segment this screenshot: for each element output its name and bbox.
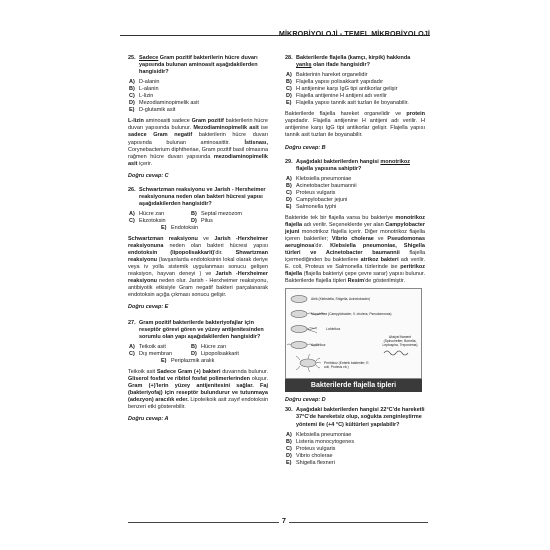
option[interactable] bbox=[129, 93, 268, 100]
expl-text: Bakterilerde flajella hareket organelidir ve bbox=[285, 111, 407, 118]
header-title: MİKROBİYOLOJİ - TEMEL MİKROBİYOLOJİ bbox=[278, 29, 430, 38]
option[interactable] bbox=[286, 72, 425, 79]
expl-text: monotrikoz flajella içerir. Diğer monotrikoz flajella içeren bakteriler; bbox=[285, 228, 425, 243]
option-text: Bakterinin hareket organelidir bbox=[296, 72, 368, 79]
expl-text: adı verilir. Seçeneklerde yer alan bbox=[302, 221, 386, 228]
option[interactable] bbox=[286, 446, 425, 453]
expl-bold: Resim bbox=[347, 278, 365, 285]
label-amfi: Amfitrikoz bbox=[311, 343, 326, 348]
option[interactable] bbox=[286, 439, 425, 446]
expl-bold: monotrikoz flajella bbox=[285, 214, 425, 228]
option[interactable] bbox=[191, 344, 268, 351]
option-letter: A) bbox=[129, 210, 135, 217]
expl-bold: Sadece Gram (+) bakteri bbox=[156, 368, 221, 375]
expl-text: yapıdadır. Flajella antijenine H antijeni adı verilir. H antijenine karşı IgG tipi antikorlar gelişir. Flajella yapısı tannik asit tuzları ile boyanabilir. bbox=[285, 118, 425, 139]
expl-bold: Gram (+)'lerin yüzey antijenitesini sağlar. Faj (bakteriyofaj) için reseptör bulundurur ve tutunmaya (adezyon) aracılık eder. bbox=[128, 382, 268, 403]
option-text: Klebsiella pneumoniae bbox=[296, 175, 352, 182]
option-text: Teikoik asit bbox=[139, 343, 166, 350]
page-number: 7 bbox=[279, 516, 289, 528]
expl-text: Lipoteikoik asit zayıf endotoksin benzeri etki gösterebilir. bbox=[128, 396, 268, 411]
question-text-post: flajella yapısına sahiptir? bbox=[296, 165, 362, 172]
option[interactable] bbox=[191, 351, 268, 358]
expl-bold: endotoksin (lipopolisakkarit) bbox=[128, 250, 215, 257]
expl-text: Corynebacterium diphtheriae, Gram pozitif basil olmasına rağmen hücre duvarı yapısında bbox=[128, 146, 269, 160]
expl-text: bakterilerin hücre duvarı yapısında bulunan aminoasittir. bbox=[128, 132, 268, 146]
answer-26: Doğru cevap: E bbox=[128, 304, 169, 311]
options-26 bbox=[129, 211, 268, 225]
option-letter: A) bbox=[286, 431, 292, 438]
option[interactable] bbox=[286, 79, 425, 86]
question-text-post: olan ifade hangisidir? bbox=[311, 62, 370, 69]
expl-bold: mezodiaminopimelik asit bbox=[128, 153, 268, 167]
expl-bold: Klebsiella pneumoniae, Shigella türleri ve Acinetobacter baumannii bbox=[285, 243, 425, 257]
option-letter: A) bbox=[286, 175, 292, 182]
option[interactable] bbox=[191, 218, 268, 225]
footer-rule bbox=[128, 522, 428, 523]
answer-25: Doğru cevap: C bbox=[128, 172, 169, 179]
question-text: Gram pozitif bakterilerde bakteriyofajlar için reseptör görevi gören ve yüzey antijenitesinden sorumlu olan yapı aşağıdakilerden hangisidir? bbox=[139, 319, 264, 340]
option-letter: C) bbox=[286, 86, 292, 93]
expl-bold: Vibrio cholerae bbox=[331, 236, 374, 243]
option-letter: C) bbox=[129, 350, 135, 357]
explanation-29 bbox=[285, 215, 425, 285]
expl-bold: atrikoz bakteri bbox=[360, 257, 399, 264]
option-text: Ekzotoksin bbox=[139, 217, 166, 224]
underlined-word: monotrikoz bbox=[380, 158, 411, 165]
amfi-bacterium bbox=[291, 342, 307, 349]
option-letter: C) bbox=[129, 93, 135, 100]
option-letter: D) bbox=[191, 217, 197, 224]
expl-text: neden olur. Jarish - Herxheimer reaksiyonu, antibiyotik etkisiyle Gram negatif bakteri parçalanarak endotoksin açığa çıkması sonucu gelişir. bbox=[128, 278, 268, 299]
option[interactable] bbox=[286, 204, 425, 211]
option[interactable] bbox=[129, 86, 268, 93]
page-header bbox=[120, 22, 430, 36]
expl-text: adı verilir. E. coli, Proteus ve Salmonella türlerinde ise bbox=[285, 257, 425, 271]
expl-bold: sadece Gram negatif bbox=[128, 132, 193, 139]
option-letter: D) bbox=[191, 350, 197, 357]
option-text: Hücre zarı bbox=[139, 210, 165, 217]
expl-text: (flajella bakteriyi çepe çevre sarar) yapısı bulunur. Bakterilerde flajella tipleri bbox=[285, 271, 425, 285]
option-text: Periplazmik aralık bbox=[171, 357, 215, 364]
option-letter: E) bbox=[286, 459, 292, 466]
question-number: 27. bbox=[128, 319, 136, 326]
question-25 bbox=[128, 55, 268, 76]
question-text-pre: Aşağıdaki bakterilerden hangisi bbox=[296, 158, 381, 165]
option-letter: E) bbox=[286, 203, 292, 210]
option-letter: B) bbox=[286, 438, 292, 445]
option[interactable] bbox=[286, 100, 425, 107]
expl-bold: protein bbox=[406, 111, 425, 118]
option[interactable] bbox=[129, 351, 191, 358]
option-text: Septal mezozom bbox=[201, 210, 242, 217]
option[interactable] bbox=[286, 176, 425, 183]
option-text: D-glutamik asit bbox=[139, 107, 176, 114]
atrik-bacterium bbox=[291, 296, 307, 303]
option[interactable] bbox=[129, 344, 191, 351]
expl-bold: Schwartzman reaksiyonu bbox=[128, 236, 198, 243]
lofo-bacterium bbox=[291, 326, 307, 333]
expl-text: bakterilerin hücre duvarı yapısında bulunur. bbox=[128, 118, 268, 132]
option-text: Lipopolisakkarit bbox=[201, 350, 239, 357]
expl-bold: L-lizin bbox=[128, 118, 144, 125]
underlined-word: Sadece bbox=[139, 55, 159, 61]
option[interactable] bbox=[129, 218, 191, 225]
expl-bold: Gliserol fosfat ve ribitol fosfat polimerlerinden bbox=[128, 375, 251, 382]
option-letter: D) bbox=[286, 452, 292, 459]
question-30 bbox=[285, 407, 425, 428]
expl-bold: Jarish -Herxheimer reaksiyonuna bbox=[128, 236, 268, 250]
expl-text: 'de gösterilmiştir. bbox=[364, 278, 405, 285]
question-27 bbox=[128, 320, 268, 341]
underlined-word: yanlış bbox=[296, 62, 312, 69]
answer-27: Doğru cevap: A bbox=[128, 416, 169, 423]
option[interactable] bbox=[286, 190, 425, 197]
question-26 bbox=[128, 187, 268, 208]
option-text: Klebsiella pneumoniae bbox=[296, 431, 352, 438]
label-mono: Monotrikoz (Campylobacter, V. cholera, Pseudomonas) bbox=[311, 312, 392, 317]
expl-text: oluşur. bbox=[250, 375, 269, 382]
option-letter: D) bbox=[286, 93, 292, 100]
expl-bold: Gram pozitif bbox=[191, 118, 224, 125]
question-29 bbox=[285, 159, 425, 173]
label-lofo: Lofotrikoz bbox=[326, 327, 341, 332]
option[interactable] bbox=[286, 197, 425, 204]
spirochete-shape bbox=[384, 351, 408, 355]
explanation-27 bbox=[128, 369, 268, 411]
label-akso: Aksiyel flament (Spirochetler; Borrelia, Leptospira, Treponema) bbox=[382, 335, 418, 348]
option[interactable] bbox=[286, 183, 425, 190]
left-column bbox=[128, 55, 268, 423]
expl-text: içerir. bbox=[137, 160, 153, 167]
figure-caption: Bakterilerde flajella tipleri bbox=[285, 379, 422, 392]
question-text: Schwartzman reaksiyonu ve Jarish - Herxheimer reaksiyonuna neden olan bakteri hücresi yapısı aşağıdakilerden hangisidir? bbox=[139, 186, 266, 207]
option-text: Pilus bbox=[201, 217, 213, 224]
option-text: Flajella antijenine H antijeni adı verilir bbox=[296, 93, 387, 100]
mono-bacterium bbox=[291, 311, 307, 318]
expl-text: flajella içermediğinden bu bakterilere bbox=[285, 250, 426, 264]
option-letter: B) bbox=[191, 210, 197, 217]
question-number: 25. bbox=[128, 55, 136, 61]
answer-29: Doğru cevap: D bbox=[285, 397, 326, 404]
option-text: D-alanin bbox=[139, 79, 160, 86]
question-text-rest: Gram pozitif bakterilerin hücre duvarı yapısında bulunan aminoasit aşağıdakilerden hangisidir? bbox=[139, 55, 258, 76]
option[interactable] bbox=[286, 93, 425, 100]
option-text: Proteus vulgaris bbox=[296, 189, 336, 196]
expl-text: 'dır. bbox=[314, 243, 331, 250]
option-letter: E) bbox=[161, 224, 167, 231]
option[interactable] bbox=[286, 460, 425, 467]
question-text bbox=[296, 159, 425, 173]
option-letter: D) bbox=[286, 196, 292, 203]
option-text: Acinetobacter baumannii bbox=[296, 182, 357, 189]
option-letter: A) bbox=[129, 79, 135, 86]
option-text: Flajella yapısı polisakkarit yapıdadır bbox=[296, 79, 384, 86]
option[interactable] bbox=[129, 100, 268, 107]
question-text bbox=[139, 55, 268, 76]
expl-text: Teikoik asit bbox=[128, 368, 157, 375]
option-text: Flajella yapısı tannik asit tuzları ile boyanabilir. bbox=[296, 100, 409, 107]
option-text: Vibrio cholerae bbox=[296, 452, 333, 459]
options-29 bbox=[286, 176, 425, 211]
option-text: Dış membran bbox=[139, 350, 173, 357]
option-text: H antijenine karşı IgG tipi antikorlar gelişir bbox=[296, 86, 398, 93]
option-letter: C) bbox=[286, 189, 292, 196]
explanation-26 bbox=[128, 236, 268, 299]
option-letter: C) bbox=[129, 217, 135, 224]
question-text bbox=[296, 55, 425, 69]
option[interactable] bbox=[129, 79, 268, 86]
option[interactable] bbox=[129, 107, 268, 114]
right-column bbox=[285, 55, 425, 467]
question-number: 29. bbox=[285, 158, 293, 165]
option-text: L-alanin bbox=[139, 86, 159, 93]
label-atrik: Atrik (Klebsiella, Shigella, Acinetobacter) bbox=[311, 297, 371, 302]
expl-text: duvarında bulunur. bbox=[220, 368, 268, 375]
option-text: Listeria monocytogenes bbox=[296, 438, 355, 445]
option-letter: B) bbox=[191, 343, 197, 350]
expl-bold: Shwartzman reaksiyonu bbox=[128, 250, 269, 264]
answer-28: Doğru cevap: B bbox=[285, 144, 326, 151]
question-number: 28. bbox=[285, 55, 293, 61]
option-letter: C) bbox=[286, 445, 292, 452]
question-number: 30. bbox=[285, 407, 293, 414]
option[interactable] bbox=[128, 358, 268, 365]
expl-text: ve bbox=[373, 236, 388, 243]
question-text: Aşağıdaki bakterilerden hangisi 22°C'de hareketli 37°C'de hareketsiz olup, soğukta zenginleştirme yöntemi ile (+4 °C) kültürleri yapılabilir? bbox=[296, 407, 425, 428]
expl-text: 'dir. bbox=[214, 250, 236, 257]
option-letter: E) bbox=[129, 107, 135, 114]
question-text-pre: Bakterilerde flajella (kamçı, kirpik) hakkında bbox=[296, 55, 411, 61]
option[interactable] bbox=[286, 453, 425, 460]
expl-bold: peritrikoz flajella bbox=[285, 264, 425, 278]
option-text: Shigella flexneri bbox=[296, 459, 335, 466]
question-number: 26. bbox=[128, 186, 136, 193]
option-letter: A) bbox=[286, 72, 292, 79]
option[interactable] bbox=[191, 211, 268, 218]
peri-bacterium bbox=[300, 359, 316, 367]
expl-text: Bakteride tek bir flajella varsa bu bakteriye bbox=[285, 214, 396, 221]
option-letter: E) bbox=[161, 357, 167, 364]
options-30 bbox=[286, 432, 425, 467]
explanation-28 bbox=[285, 111, 425, 139]
option-text: L-lizin bbox=[139, 93, 154, 100]
expl-text: ise bbox=[258, 125, 269, 132]
label-peri: Peritrikoz (Enterik bakteriler; E. coli, Proteus vb.) bbox=[324, 361, 370, 370]
option-letter: B) bbox=[286, 182, 292, 189]
option-text: Hücre zarı bbox=[201, 343, 227, 350]
expl-bold: Campylobacter jejuni bbox=[285, 221, 425, 235]
expl-text: (lavşanlarda endotoksinin lokal olarak deriye veya iv yolla sistemik uygulanması sonucu gelişen reaksiyon, hayvan deneyi ) ve bbox=[128, 257, 268, 278]
option-text: Mezodiaminopimelik asit bbox=[139, 100, 199, 107]
options-27 bbox=[129, 344, 268, 358]
expl-text: neden olan bakteri hücresi yapısı bbox=[163, 243, 268, 250]
option-text: Proteus vulgaris bbox=[296, 445, 336, 452]
option-text: Campylobacter jejuni bbox=[296, 196, 348, 203]
expl-text: aminoasiti sadece bbox=[143, 118, 192, 125]
option[interactable] bbox=[128, 225, 268, 232]
options-28 bbox=[286, 72, 425, 107]
expl-bold: İstisnası, bbox=[244, 139, 268, 146]
option-letter: E) bbox=[286, 100, 292, 107]
option-text: Endotoksin bbox=[171, 224, 199, 231]
option-letter: B) bbox=[129, 86, 135, 93]
option-letter: A) bbox=[129, 343, 135, 350]
explanation-25 bbox=[128, 118, 268, 167]
option-text: Salmonella typhi bbox=[296, 203, 337, 210]
option[interactable] bbox=[286, 432, 425, 439]
option-letter: B) bbox=[286, 79, 292, 86]
expl-bold: Jarish -Herxheimer reaksiyonu bbox=[128, 271, 268, 285]
expl-text: ve bbox=[197, 236, 215, 243]
question-28 bbox=[285, 55, 425, 69]
option[interactable] bbox=[286, 86, 425, 93]
option-letter: D) bbox=[129, 100, 135, 107]
expl-bold: Pseudomonas aeruginosa bbox=[285, 236, 425, 250]
option[interactable] bbox=[129, 211, 191, 218]
expl-bold: Mezodiaminopimelik asit bbox=[193, 125, 259, 132]
options-25 bbox=[129, 79, 268, 114]
flagella-types-figure bbox=[285, 288, 422, 379]
